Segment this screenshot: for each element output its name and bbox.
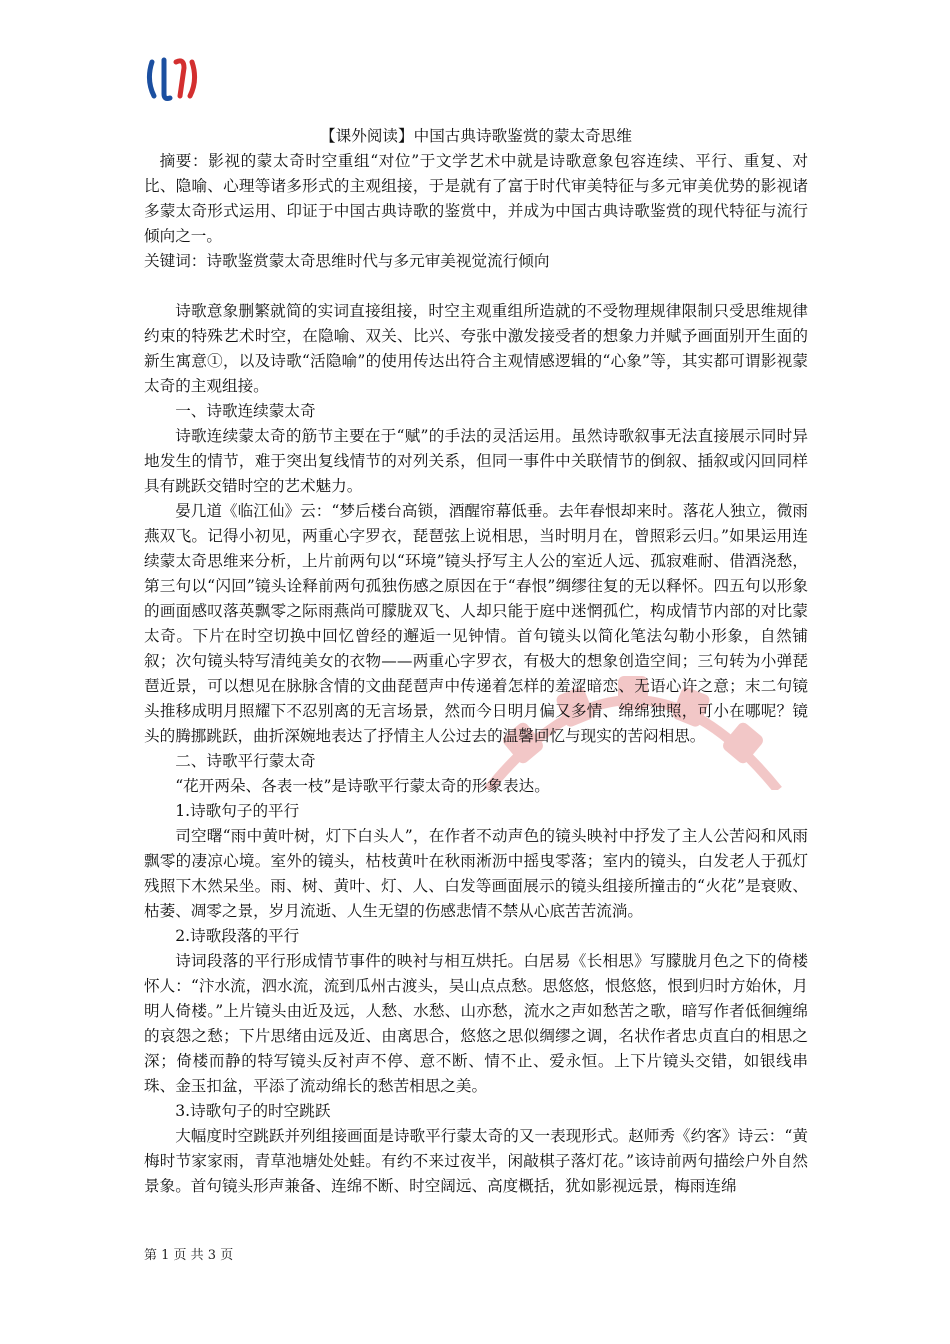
page-footer: 第 1 页 共 3 页: [144, 1248, 234, 1263]
body-paragraph: 诗词段落的平行形成情节事件的映衬与相互烘托。白居易《长相思》写朦胧月色之下的倚楼怀人：“汴水流，泗水流，流到瓜州古渡头，吴山点点愁。思悠悠，恨悠悠，恨到归时方始休，月明人倚楼。”上片镜头由近及远，人愁、水愁、山亦愁，流水之声如愁苦之歌，暗写作者低徊缠绵的哀怨之愁；下片思绪由远及近、由离思合，悠悠之思似绸缪之调，名状作者忠贞直白的相思之深；倚楼而静的特写镜头反衬声不停、意不断、情不止、爱永恒。上下片镜头交错，如银线串珠、金玉扣盆，平添了流动绵长的愁苦相思之美。: [144, 952, 808, 1095]
school-logo-icon: [144, 54, 200, 104]
subsection-heading: 3.诗歌句子的时空跳跃: [175, 1102, 331, 1120]
body-paragraph: 诗歌意象删繁就简的实词直接组接，时空主观重组所造就的不受物理规律限制只受思维规律约束的特殊艺术时空，在隐喻、双关、比兴、夸张中激发接受者的想象力并赋予画面别开生面的新生寓意①，以及诗歌“活隐喻”的使用传达出符合主观情感逻辑的“心象”等，其实都可谓影视蒙太奇的主观组接。: [144, 302, 808, 395]
section-heading: 二、诗歌平行蒙太奇: [175, 752, 316, 770]
article-body: [144, 124, 808, 1199]
keywords: 关键词：诗歌鉴赏蒙太奇思维时代与多元审美视觉流行倾向: [144, 252, 550, 270]
abstract: 摘要：影视的蒙太奇时空重组“对位”于文学艺术中就是诗歌意象包容连续、平行、重复、对比、隐喻、心理等诸多形式的主观组接，于是就有了富于时代审美特征与多元审美优势的影视诸多蒙太奇形式运用、印证于中国古典诗歌的鉴赏中，并成为中国古典诗歌鉴赏的现代特征与流行倾向之一。: [144, 152, 808, 245]
subsection-heading: 1.诗歌句子的平行: [175, 802, 300, 820]
article-title: 【课外阅读】中国古典诗歌鉴赏的蒙太奇思维: [320, 127, 632, 145]
body-paragraph: 晏几道《临江仙》云：“梦后楼台高锁，酒醒帘幕低垂。去年春恨却来时。落花人独立，微雨燕双飞。记得小初见，两重心字罗衣，琵琶弦上说相思，当时明月在，曾照彩云归。”如果运用连续蒙太奇思维来分析，上片前两句以“环境”镜头抒写主人公的室近人远、孤寂难耐、借酒浇愁，第三句以“闪回”镜头诠释前两句孤独伤感之原因在于“春恨”绸缪往复的无以释怀。四五句以形象的画面感叹落英飘零之际雨燕尚可朦胧双飞、人却只能于庭中迷惘孤伫，构成情节内部的对比蒙太奇。下片在时空切换中回忆曾经的邂逅一见钟情。首句镜头以简化笔法勾勒小形象，自然铺叙；次句镜头特写清纯美女的衣物——两重心字罗衣，有极大的想象创造空间；三句转为小弹琵琶近景，可以想见在脉脉含情的文曲琵琶声中传递着怎样的羞涩暗恋、无语心许之意；末二句镜头推移成明月照耀下不忍别离的无言场景，然而今日明月偏又多情、绵绵独照，可小在哪呢？镜头的腾挪跳跃，曲折深婉地表达了抒情主人公过去的温馨回忆与现实的苦闷相思。: [144, 502, 808, 745]
body-paragraph: 司空曙“雨中黄叶树，灯下白头人”，在作者不动声色的镜头映衬中抒发了主人公苦闷和风雨飘零的凄凉心境。室外的镜头，枯枝黄叶在秋雨淅沥中摇曳零落；室内的镜头，白发老人于孤灯残照下木然呆坐。雨、树、黄叶、灯、人、白发等画面展示的镜头组接所撞击的“火花”是衰败、枯萎、凋零之景，岁月流逝、人生无望的伤感悲情不禁从心底苦苦流淌。: [144, 827, 808, 920]
body-paragraph: “花开两朵、各表一枝”是诗歌平行蒙太奇的形象表达。: [175, 777, 550, 795]
body-paragraph: 大幅度时空跳跃并列组接画面是诗歌平行蒙太奇的又一表现形式。赵师秀《约客》诗云：“黄梅时节家家雨，青草池塘处处蛙。有约不来过夜半，闲敲棋子落灯花。”该诗前两句描绘户外自然景象。首句镜头形声兼备、连绵不断、时空阔远、高度概括，犹如影视远景，梅雨连绵: [144, 1127, 808, 1195]
spacer: [144, 274, 808, 299]
subsection-heading: 2.诗歌段落的平行: [175, 927, 300, 945]
section-heading: 一、诗歌连续蒙太奇: [175, 402, 316, 420]
body-paragraph: 诗歌连续蒙太奇的筋节主要在于“赋”的手法的灵活运用。虽然诗歌叙事无法直接展示同时异地发生的情节，难于突出复线情节的对列关系，但同一事件中关联情节的倒叙、插叙或闪回同样具有跳跃交错时空的艺术魅力。: [144, 427, 808, 495]
